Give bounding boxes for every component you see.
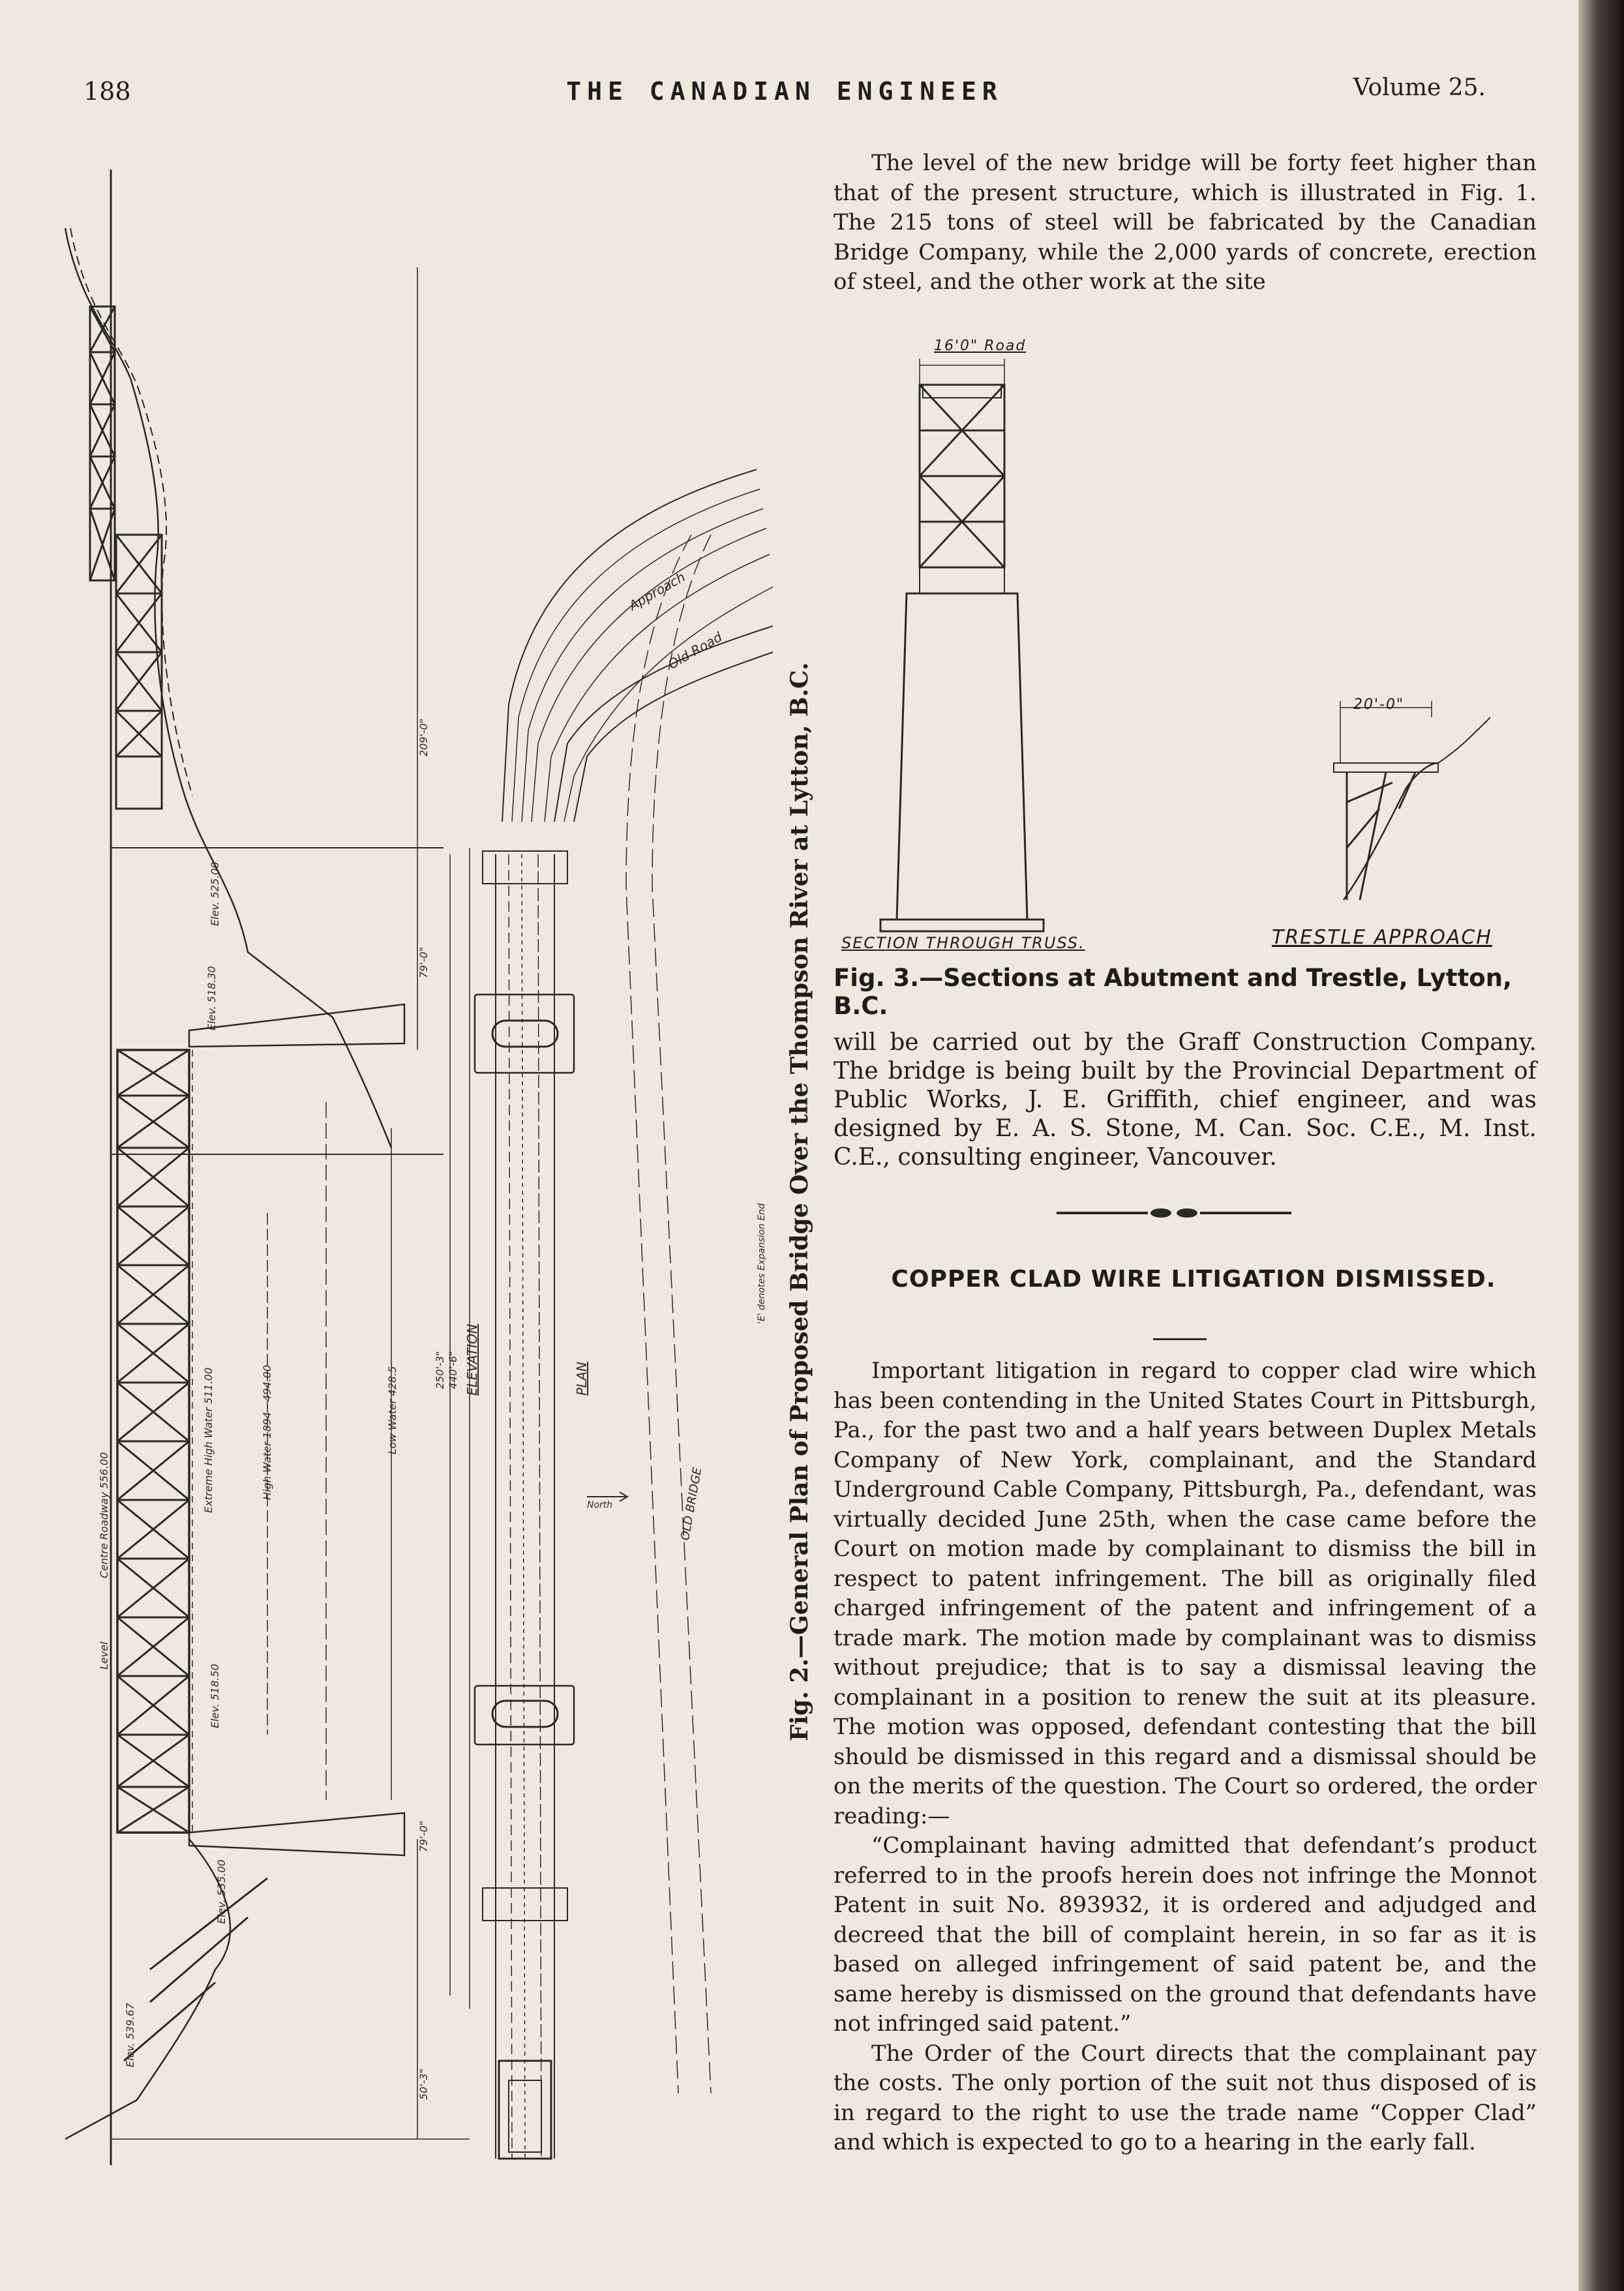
trestle-approach-label: TRESTLE APPROACH: [1272, 926, 1492, 949]
old-road-label: Old Road: [665, 629, 725, 672]
elev-539-label: Elev. 539.67: [124, 2003, 136, 2067]
elev-518-label: Elev. 518.30: [205, 966, 218, 1030]
book-spine-shadow: [1578, 0, 1624, 2291]
ornamental-rule: [1057, 1200, 1291, 1226]
extreme-high-water-label: Extreme High Water 511.00: [202, 1367, 215, 1513]
intro-paragraph: [834, 149, 1537, 297]
running-header: [83, 74, 1486, 116]
continuation-paragraph: [834, 1028, 1537, 1172]
plan-label: PLAN: [574, 1362, 590, 1396]
north-label: North: [587, 1500, 613, 1510]
centre-roadway-label: Centre Roadway 556.00: [98, 1452, 110, 1578]
article-paragraph: “Complainant having admitted that defendant’s product referred to in the proofs herein does not infringe the Monnot Patent in suit No. 893932, it is ordered and adjudged and decreed that the bill of complaint herein, in so far as it is based on alleged infringement of said patent be, and the same hereby is dismissed on the ground that defendants have not infringed said patent.”: [834, 1833, 1537, 2037]
elev-535-label: Elev. 535.00: [215, 1859, 228, 1924]
section-through-truss-label: SECTION THROUGH TRUSS.: [841, 934, 1085, 952]
high-water-label: High Water 1894 - 494.00: [261, 1364, 273, 1500]
journal-title: THE CANADIAN ENGINEER: [566, 77, 1003, 106]
dimension-250: 250'-3": [434, 1351, 446, 1389]
title-underline: [1153, 1338, 1207, 1340]
trestle-width-label: 20'-0": [1353, 696, 1405, 713]
road-width-label: 16'0" Road: [934, 338, 1027, 354]
volume-label: Volume 25.: [1353, 74, 1486, 101]
figure-2-drawing: [52, 170, 789, 2191]
expansion-end-note: 'E' denotes Expansion End: [757, 1203, 767, 1324]
page-number: 188: [83, 77, 131, 106]
article-title: COPPER CLAD WIRE LITIGATION DISMISSED.: [891, 1266, 1496, 1293]
intro-text: The level of the new bridge will be forty feet higher than that of the present structure, which is illustrated in Fig. 1. The 215 tons of steel will be fabricated by the Canadian Bridge Company, while the 2,000 yards of concrete, erection of steel, and the other work at the site: [834, 150, 1537, 295]
dimension-209: 209'-0": [417, 718, 430, 756]
elev-518b-label: Elev. 518.50: [209, 1664, 221, 1728]
dimension-79: 79'-0": [417, 946, 430, 978]
dimension-79b: 79'-0": [417, 1820, 430, 1852]
upper-trestle: [90, 307, 162, 809]
elevation-label: ELEVATION: [464, 1324, 480, 1396]
approach-label: Approach: [626, 569, 688, 614]
dimension-50: 50'-3": [417, 2068, 430, 2100]
figure-3-caption: Fig. 3.—Sections at Abutment and Trestle, Lytton, B.C.: [834, 964, 1512, 1020]
low-water-label: Low Water 428.5: [386, 1366, 398, 1454]
main-truss: [117, 1050, 189, 1833]
article-paragraph: The Order of the Court directs that the complainant pay the costs. The only portion of the suit not thus disposed of is in regard to the right to use the trade name “Copper Clad” and which is expected to go to a hearing in the early fall.: [834, 2040, 1537, 2155]
dimension-440: 440'-6": [447, 1351, 459, 1389]
figure-2-caption: Fig. 2.—General Plan of Proposed Bridge Over the Thompson River at Lytton, B.C.: [786, 662, 813, 1741]
article-paragraph: Important litigation in regard to copper clad wire which has been contending in the United States Court in Pittsburgh, Pa., for the past two and a half years between Duplex Metals Company of New York, complainant, and the Standard Underground Cable Company, Pittsburgh, Pa., defendant, was virtually decided June 25th, when the case came before the Court on motion made by complainant to dismiss the bill in respect to patent infringement. The bill as originally filed charged infringement of the patent and infringement of a trade mark. The motion made by complainant was to dismiss without prejudice; that is to say a dismissal leaving the complainant in a position to renew the suit at its pleasure. The motion was opposed, defendant contesting that the bill should be dismissed in this regard and a dismissal should be on the merits of the question. The Court so ordered, the order reading:—: [834, 1358, 1537, 1829]
level-label: Level: [98, 1641, 110, 1670]
continuation-text: will be carried out by the Graff Construction Company. The bridge is being built by the Provincial Department of Public Works, J. E. Griffith, chief engineer, and was designed by E. A. S. Stone, M. Can. Soc. C.E., M. Inst. C.E., consulting engineer, Vancouver.: [834, 1029, 1537, 1171]
figure-3-drawing: [832, 333, 1539, 1011]
old-bridge-label: OLD BRIDGE: [678, 1466, 705, 1542]
article-body: [834, 1356, 1537, 2158]
elev-525-label: Elev. 525.00: [209, 861, 221, 926]
